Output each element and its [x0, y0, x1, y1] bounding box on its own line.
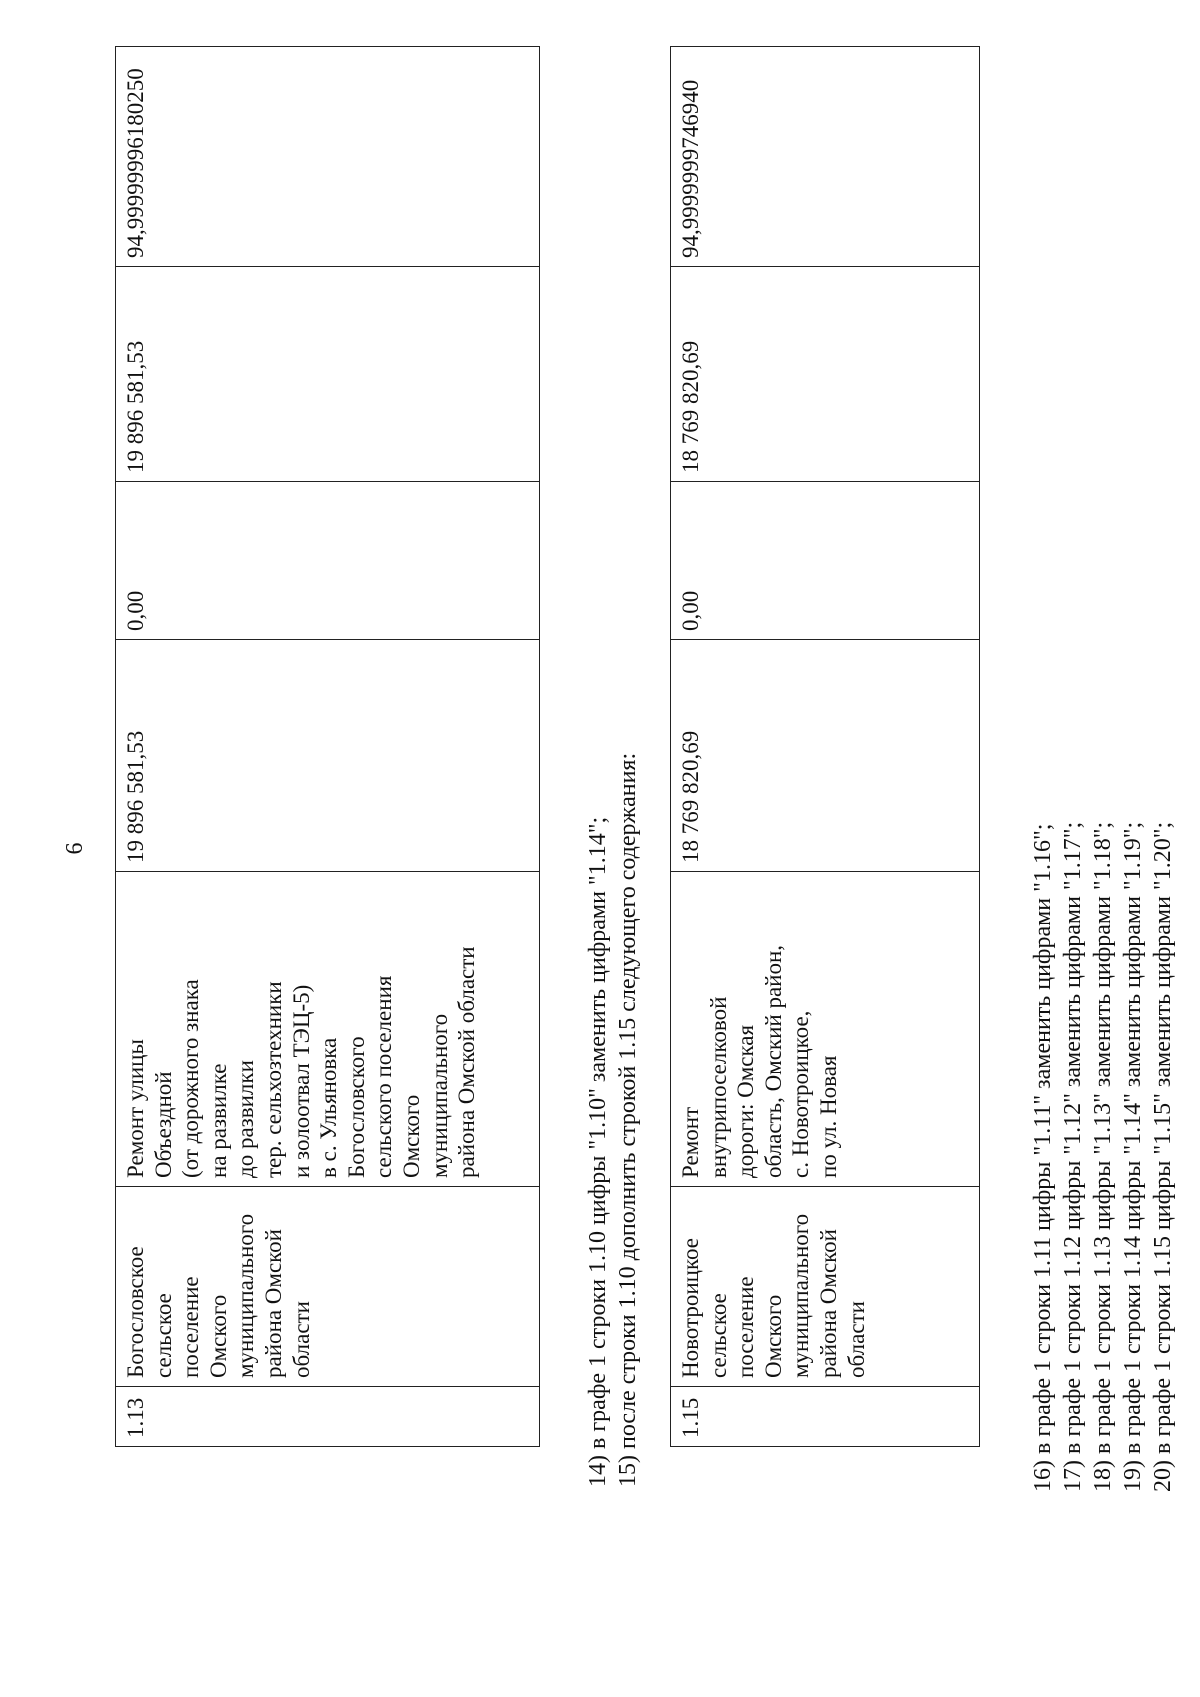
instruction-line: 15) после строки 1.10 дополнить строкой 1.15 следующего содержания: — [615, 752, 641, 1487]
settlement-line: области — [843, 1301, 869, 1378]
percent-cell: 94,9999999618025​0 — [116, 47, 540, 267]
instruction-line: 18) в графе 1 строки 1.13 цифры "1.13" заменить цифрами "1.18"; — [1090, 821, 1116, 1492]
page-number: 6 — [62, 842, 88, 855]
instruction-line: 14) в графе 1 строки 1.10 цифры "1.10" заменить цифрами "1.14"; — [585, 816, 611, 1487]
object-line: в с. Ульяновка — [316, 1037, 342, 1178]
row-number-cell: 1.15 — [671, 1387, 980, 1447]
zero-cell: 0,00 — [671, 482, 980, 640]
object-line: внутрипоселковой — [705, 996, 731, 1178]
settlement-line: области — [288, 1301, 314, 1378]
table-row — [116, 47, 540, 1447]
settlement-line: Омского — [205, 1294, 231, 1378]
settlement-cell — [116, 1187, 540, 1387]
settlement-line: Новотроицкое — [678, 1238, 703, 1378]
object-line: и золоотвал ТЭЦ-5) — [288, 984, 314, 1178]
instruction-line: 17) в графе 1 строки 1.12 цифры "1.12" заменить цифрами "1.17"; — [1060, 821, 1086, 1492]
row-number-cell: 1.13 — [116, 1387, 540, 1447]
percent-cell: 94,9999999746940 — [671, 47, 980, 267]
instruction-line: 19) в графе 1 строки 1.14 цифры "1.14" заменить цифрами "1.19"; — [1120, 821, 1146, 1492]
instructions-bottom — [1028, 822, 1178, 1492]
object-line: Омского — [398, 1094, 424, 1178]
settlement-line: Омского — [760, 1294, 786, 1378]
object-line: до развилки — [233, 1060, 259, 1178]
instruction-line: 20) в графе 1 строки 1.15 цифры "1.15" заменить цифрами "1.20"; — [1150, 821, 1176, 1492]
object-line: Ремонт улицы — [123, 1039, 148, 1178]
object-line: Ремонт — [678, 1106, 703, 1178]
instruction-line: 16) в графе 1 строки 1.11 цифры "1.11" заменить цифрами "1.16"; — [1030, 823, 1056, 1492]
settlement-line: поселение — [178, 1276, 204, 1378]
table-row — [671, 47, 980, 1447]
object-line: (от дорожного знака — [178, 979, 204, 1178]
object-cell — [671, 872, 980, 1187]
object-line: область, Омский район, — [760, 944, 786, 1178]
amount-cell: 18 769 820,69 — [671, 640, 980, 872]
object-line: Объездной — [150, 1071, 176, 1178]
object-line: Богословского — [343, 1036, 369, 1178]
settlement-line: муниципального — [233, 1213, 259, 1378]
object-line: на развилке — [205, 1063, 231, 1178]
object-line: сельского поселения — [371, 975, 397, 1178]
amount2-cell: 19 896 581,53 — [116, 267, 540, 482]
settlement-line: сельское — [705, 1293, 731, 1378]
amount-cell: 19 896 581,53 — [116, 640, 540, 872]
instructions-mid — [583, 753, 643, 1487]
object-line: муниципального — [426, 1013, 452, 1178]
object-line: района Омской области — [454, 946, 480, 1178]
object-cell — [116, 872, 540, 1187]
zero-cell: 0,00 — [116, 482, 540, 640]
settlement-line: сельское — [150, 1293, 176, 1378]
settlement-line: района Омской — [815, 1229, 841, 1378]
settlement-line: муниципального — [788, 1213, 814, 1378]
object-line: дороги: Омская — [733, 1024, 759, 1178]
object-line: с. Новотроицкое, — [788, 1010, 814, 1178]
settlement-cell — [671, 1187, 980, 1387]
table-row-1-15 — [670, 46, 980, 1447]
table-row-1-13 — [115, 46, 540, 1447]
settlement-line: района Омской — [260, 1229, 286, 1378]
object-line: по ул. Новая — [815, 1055, 841, 1178]
object-line: тер. сельхозтехники — [260, 981, 286, 1178]
amount2-cell: 18 769 820,69 — [671, 267, 980, 482]
settlement-line: Богословское — [123, 1246, 148, 1378]
settlement-line: поселение — [733, 1276, 759, 1378]
